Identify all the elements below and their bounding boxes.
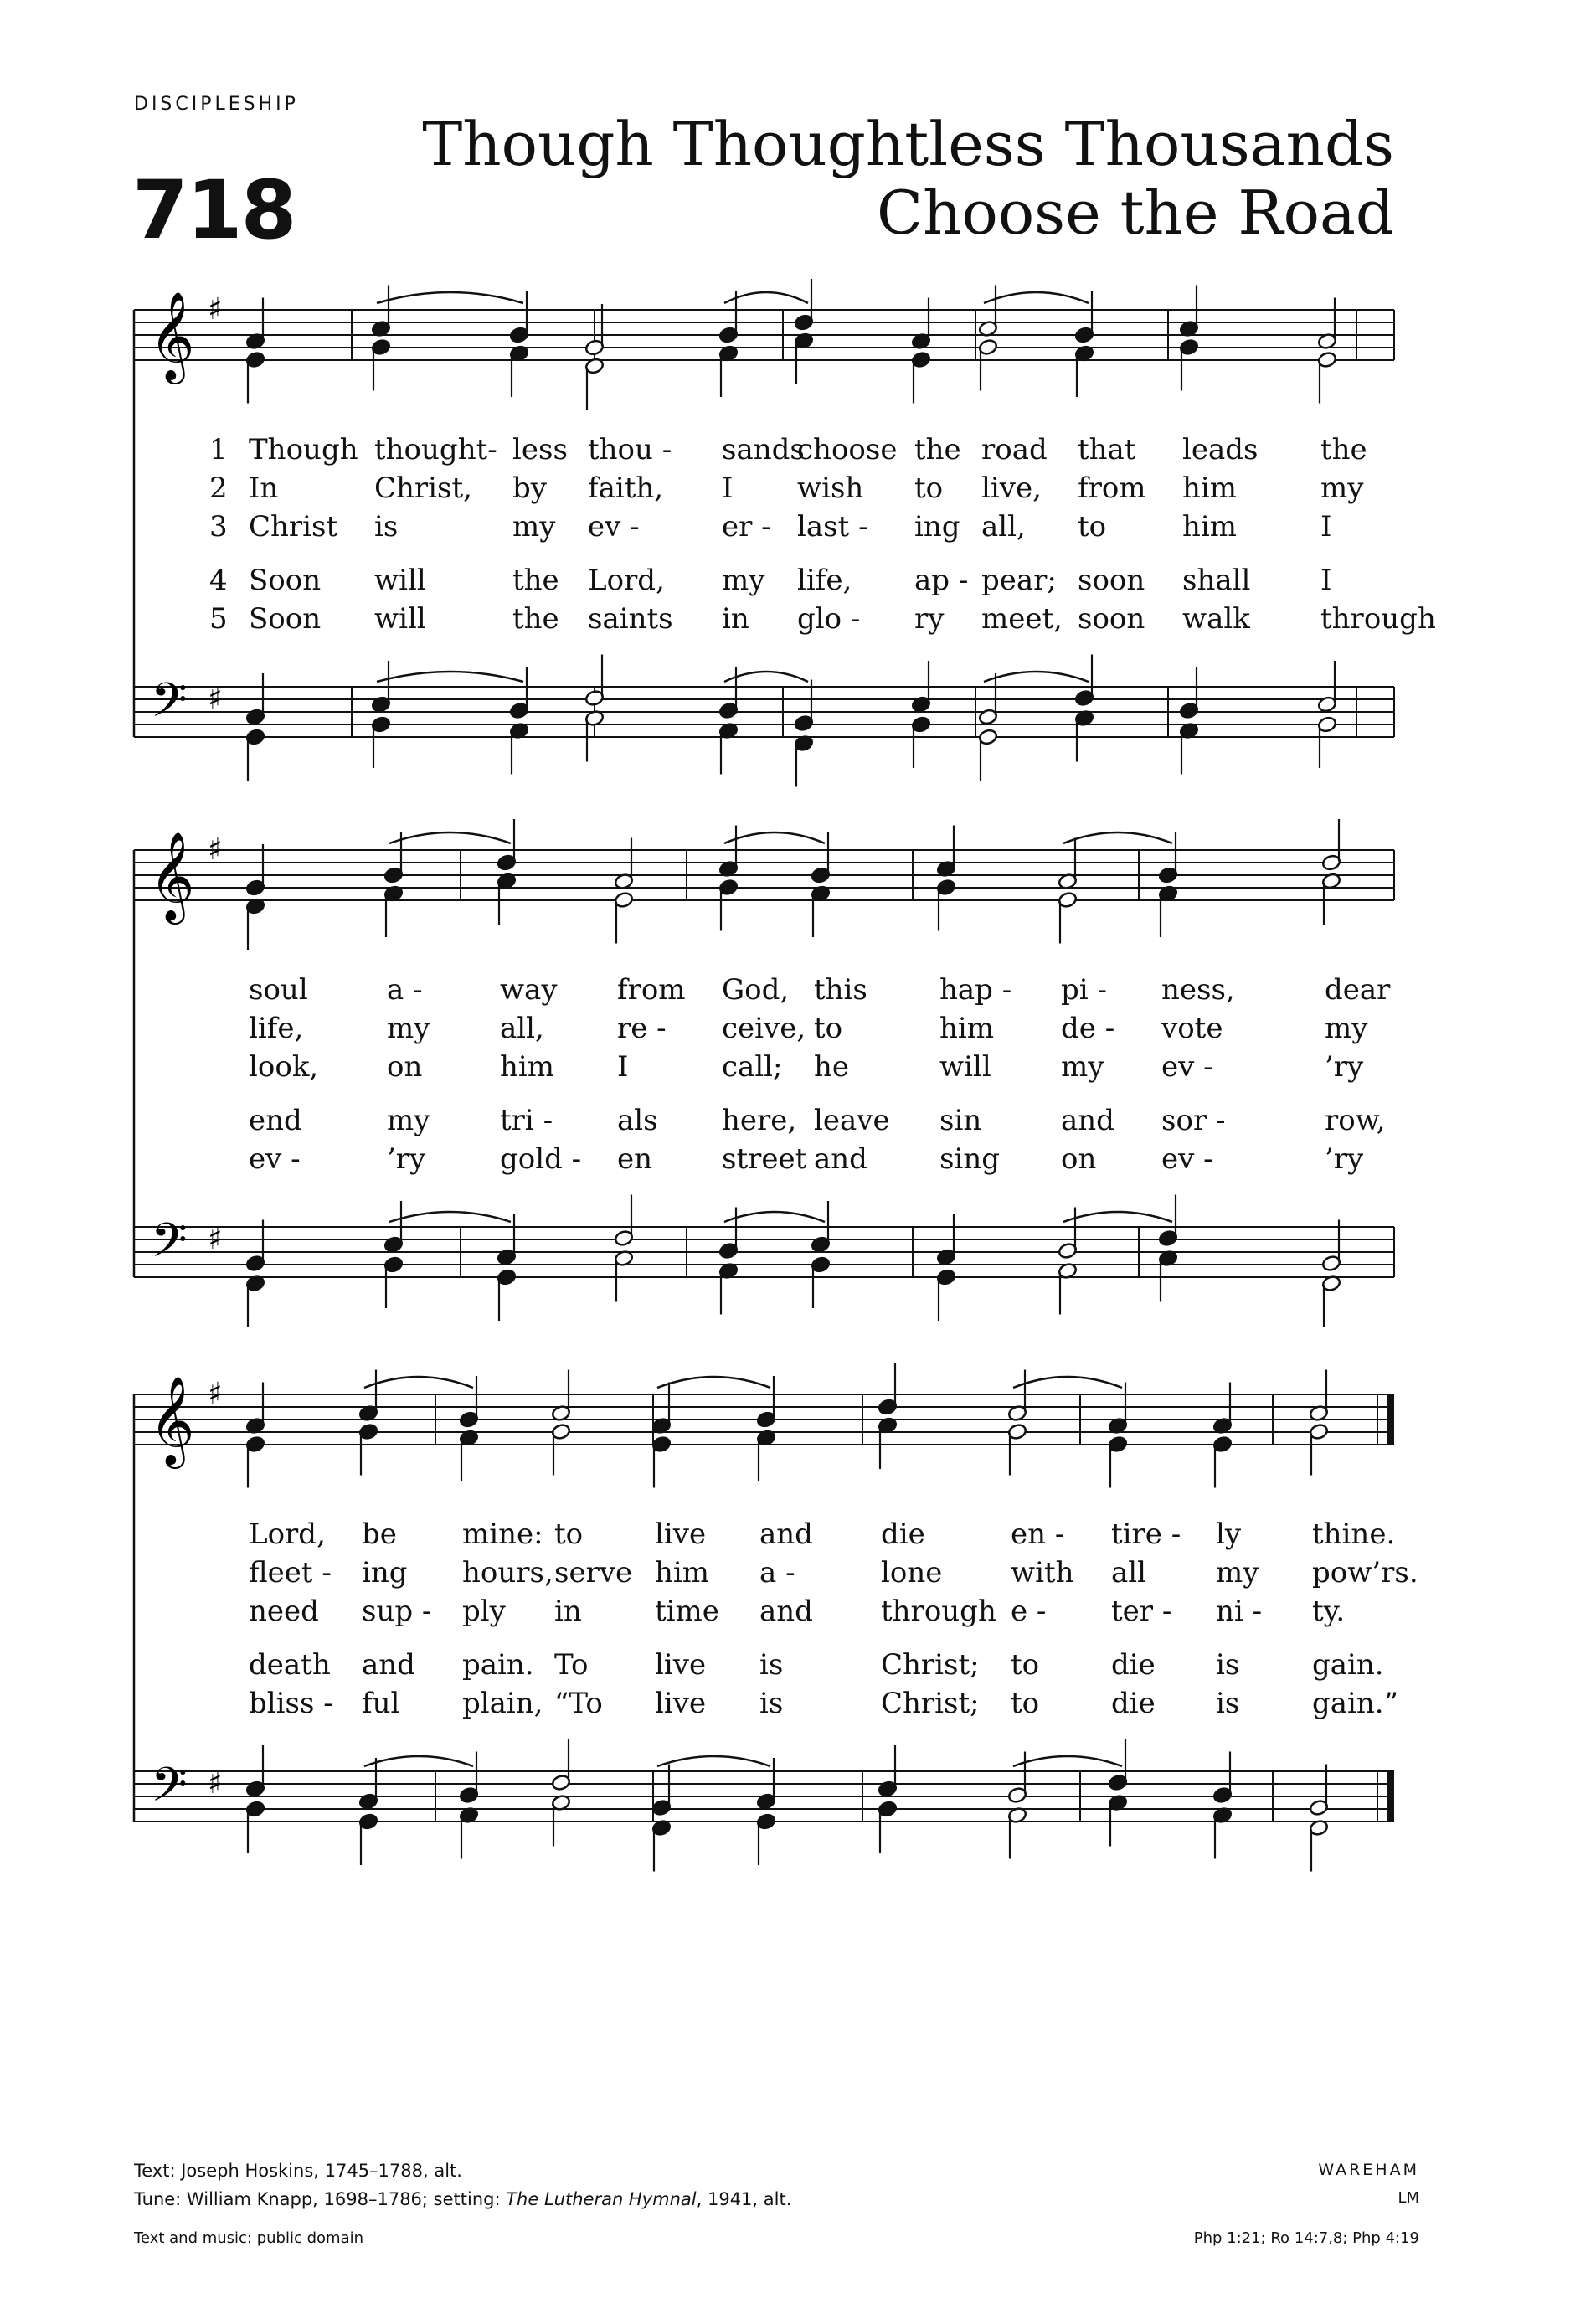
lyric-syllable: ing <box>362 1556 408 1590</box>
hymn-number: 718 <box>132 163 296 257</box>
lyric-syllable: life, <box>797 564 852 597</box>
lyric-syllable: gold - <box>500 1142 582 1176</box>
lyric-syllable: to <box>814 1012 843 1045</box>
lyric-syllable: this <box>814 973 867 1007</box>
lyric-syllable: ter - <box>1111 1595 1172 1628</box>
lyric-syllable: street <box>722 1142 807 1176</box>
lyric-syllable: ry <box>914 602 945 636</box>
lyric-syllable: my <box>1320 471 1364 505</box>
slur <box>389 832 511 843</box>
lyric-syllable: and <box>759 1595 813 1628</box>
lyric-syllable: be <box>362 1518 397 1551</box>
key-signature-sharp-icon: ♯ <box>208 682 223 716</box>
lyric-syllable: ni - <box>1216 1595 1263 1628</box>
lyric-syllable: through <box>1320 602 1436 636</box>
lyric-syllable: look, <box>249 1050 319 1084</box>
treble-staff <box>134 850 1394 900</box>
lyric-syllable: soon <box>1078 602 1145 636</box>
lyric-syllable: way <box>500 973 558 1007</box>
hymn-title-line2: Choose the Road <box>877 178 1394 248</box>
lyric-syllable: sup - <box>362 1595 432 1628</box>
lyric-syllable: my <box>387 1012 430 1045</box>
lyric-syllable: is <box>374 510 399 544</box>
verse-number: 5 <box>209 602 228 636</box>
lyric-syllable: Lord, <box>249 1518 326 1551</box>
lyric-syllable: leads <box>1182 433 1259 466</box>
lyric-syllable: meet, <box>981 602 1063 636</box>
lyric-syllable: Christ; <box>881 1648 980 1682</box>
lyric-syllable: die <box>1111 1687 1156 1720</box>
lyric-syllable: sin <box>939 1104 982 1137</box>
lyric-syllable: thou - <box>588 433 672 466</box>
lyric-syllable: ’ry <box>387 1142 426 1176</box>
slur <box>724 1212 825 1222</box>
lyric-syllable: my <box>722 564 765 597</box>
lyric-syllable: from <box>617 973 686 1007</box>
lyric-syllable: plain, <box>462 1687 543 1720</box>
lyric-syllable: him <box>1182 510 1238 544</box>
lyric-syllable: I <box>722 471 734 505</box>
lyric-syllable: is <box>759 1687 784 1720</box>
lyric-syllable: sands <box>722 433 805 466</box>
lyric-syllable: from <box>1078 471 1146 505</box>
bass-clef-icon: 𝄢 <box>151 1214 188 1280</box>
lyric-syllable: soon <box>1078 564 1145 597</box>
lyric-syllable: ly <box>1216 1518 1242 1551</box>
final-barline <box>1387 1394 1394 1445</box>
copyright-note: Text and music: public domain <box>134 2229 364 2247</box>
lyric-syllable: die <box>1111 1648 1156 1682</box>
lyric-syllable: Christ; <box>881 1687 980 1720</box>
lyric-syllable: pow’rs. <box>1312 1556 1418 1590</box>
lyric-syllable: choose <box>797 433 898 466</box>
lyric-syllable: all <box>1111 1556 1147 1590</box>
lyric-syllable: shall <box>1182 564 1251 597</box>
lyric-syllable: ply <box>462 1595 506 1628</box>
lyric-syllable: ev - <box>1161 1142 1213 1176</box>
note-group <box>245 279 1337 787</box>
lyric-syllable: serve <box>554 1556 633 1590</box>
lyric-syllable: Christ <box>249 510 338 544</box>
key-signature-sharp-icon: ♯ <box>208 1222 223 1256</box>
lyric-syllable: the <box>1320 433 1367 466</box>
lyric-syllable: ev - <box>249 1142 301 1176</box>
lyric-syllable: In <box>249 471 279 505</box>
lyric-syllable: him <box>1182 471 1238 505</box>
lyric-syllable: ev - <box>588 510 640 544</box>
lyric-syllable: ’ry <box>1325 1142 1364 1176</box>
slur <box>657 1756 770 1766</box>
key-signature-sharp-icon: ♯ <box>208 1377 223 1411</box>
lyric-syllable: on <box>387 1050 423 1084</box>
lyric-syllable: and <box>814 1142 867 1176</box>
lyric-syllable: life, <box>249 1012 304 1045</box>
lyric-syllable: to <box>1011 1687 1040 1720</box>
lyric-syllable: tri - <box>500 1104 553 1137</box>
lyric-syllable: to <box>914 471 944 505</box>
tune-credit-source: The Lutheran Hymnal <box>506 2189 697 2209</box>
lyric-syllable: road <box>981 433 1048 466</box>
slur <box>1013 1756 1122 1766</box>
lyric-syllable: tire - <box>1111 1518 1181 1551</box>
lyric-syllable: the <box>512 564 559 597</box>
lyric-syllable: my <box>1061 1050 1104 1084</box>
lyric-syllable: “To <box>554 1687 603 1720</box>
lyric-syllable: sing <box>939 1142 1000 1176</box>
lyric-syllable: mine: <box>462 1518 543 1551</box>
lyric-syllable: will <box>374 602 426 636</box>
treble-staff <box>134 310 1394 360</box>
slur <box>984 672 1089 682</box>
lyric-syllable: that <box>1078 433 1136 466</box>
lyric-syllable: him <box>655 1556 710 1590</box>
slur <box>724 832 825 843</box>
lyric-syllable: ap - <box>914 564 969 597</box>
slur <box>1013 1377 1122 1388</box>
lyric-syllable: the <box>512 602 559 636</box>
lyric-syllable: re - <box>617 1012 667 1045</box>
lyric-syllable: less <box>512 433 568 466</box>
lyric-syllable: vote <box>1161 1012 1223 1045</box>
lyric-syllable: gain.” <box>1312 1687 1398 1720</box>
tune-name: WAREHAM <box>1318 2161 1419 2179</box>
lyric-syllable: e - <box>1011 1595 1047 1628</box>
lyric-syllable: the <box>914 433 961 466</box>
lyric-syllable: in <box>722 602 749 636</box>
lyric-syllable: live, <box>981 471 1042 505</box>
lyric-syllable: my <box>512 510 556 544</box>
lyric-syllable: bliss - <box>249 1687 333 1720</box>
lyric-syllable: last - <box>797 510 868 544</box>
lyric-syllable: To <box>554 1648 589 1682</box>
lyric-syllable: all, <box>981 510 1026 544</box>
lyric-syllable: I <box>1320 510 1332 544</box>
lyric-syllable: on <box>1061 1142 1097 1176</box>
lyric-syllable: ceive, <box>722 1012 806 1045</box>
lyric-syllable: by <box>512 471 547 505</box>
slur <box>1063 1212 1172 1222</box>
key-signature-sharp-icon: ♯ <box>208 292 223 327</box>
lyric-syllable: him <box>500 1050 555 1084</box>
verse-number: 1 <box>209 433 228 466</box>
lyric-syllable: dear <box>1325 973 1391 1007</box>
lyric-syllable: here, <box>722 1104 797 1137</box>
lyric-syllable: live <box>655 1687 707 1720</box>
lyric-syllable: sor - <box>1161 1104 1226 1137</box>
slur <box>389 1212 511 1222</box>
lyric-syllable: pi - <box>1061 973 1107 1007</box>
lyric-syllable: ty. <box>1312 1595 1346 1628</box>
lyric-syllable: ful <box>362 1687 400 1720</box>
lyric-syllable: ev - <box>1161 1050 1213 1084</box>
lyric-syllable: thought- <box>374 433 497 466</box>
treble-clef-icon: 𝄞 <box>149 831 195 920</box>
bass-clef-icon: 𝄢 <box>151 1758 188 1824</box>
lyric-syllable: fleet - <box>249 1556 332 1590</box>
lyric-syllable: end <box>249 1104 302 1137</box>
lyric-syllable: pear; <box>981 564 1057 597</box>
lyric-syllable: all, <box>500 1012 544 1045</box>
lyric-syllable: with <box>1011 1556 1074 1590</box>
lyric-syllable: lone <box>881 1556 943 1590</box>
lyric-syllable: death <box>249 1648 331 1682</box>
lyric-syllable: Soon <box>249 602 322 636</box>
lyric-syllable: call; <box>722 1050 783 1084</box>
scripture-refs: Php 1:21; Ro 14:7,8; Php 4:19 <box>1193 2229 1419 2247</box>
verse-number: 4 <box>209 564 228 597</box>
lyric-syllable: I <box>617 1050 629 1084</box>
slur <box>377 672 523 682</box>
treble-clef-icon: 𝄞 <box>149 291 195 380</box>
tune-credit-prefix: Tune: William Knapp, 1698–1786; setting: <box>134 2189 507 2209</box>
lyric-syllable: als <box>617 1104 658 1137</box>
lyric-syllable: my <box>387 1104 430 1137</box>
lyric-syllable: will <box>374 564 426 597</box>
lyric-syllable: faith, <box>588 471 664 505</box>
lyric-syllable: a - <box>387 973 423 1007</box>
text-credit: Text: Joseph Hoskins, 1745–1788, alt. <box>134 2161 462 2181</box>
lyric-syllable: gain. <box>1312 1648 1384 1682</box>
bass-staff <box>134 1227 1394 1277</box>
lyric-syllable: wish <box>797 471 864 505</box>
lyric-syllable: Though <box>249 433 358 466</box>
lyric-syllable: will <box>939 1050 991 1084</box>
lyric-syllable: row, <box>1325 1104 1386 1137</box>
lyric-syllable: is <box>1216 1687 1240 1720</box>
lyric-syllable: and <box>759 1518 813 1551</box>
lyric-syllable: leave <box>814 1104 890 1137</box>
lyric-syllable: en <box>617 1142 653 1176</box>
lyric-syllable: in <box>554 1595 582 1628</box>
slur <box>984 292 1089 303</box>
lyric-syllable: and <box>1061 1104 1114 1137</box>
section-label: DISCIPLESHIP <box>134 94 299 115</box>
lyric-syllable: hap - <box>939 973 1012 1007</box>
lyric-syllable: glo - <box>797 602 861 636</box>
lyric-syllable: God, <box>722 973 790 1007</box>
lyric-syllable: time <box>655 1595 719 1628</box>
slur <box>377 292 523 303</box>
lyric-syllable: and <box>362 1648 415 1682</box>
lyric-syllable: to <box>1011 1648 1040 1682</box>
lyric-syllable: die <box>881 1518 925 1551</box>
verse-number: 3 <box>209 510 228 544</box>
lyric-syllable: Lord, <box>588 564 665 597</box>
treble-clef-icon: 𝄞 <box>149 1375 195 1465</box>
tune-credit-suffix: , 1941, alt. <box>696 2189 792 2209</box>
lyric-syllable: pain. <box>462 1648 534 1682</box>
slur <box>1063 832 1172 843</box>
lyric-syllable: through <box>881 1595 996 1628</box>
lyric-syllable: is <box>759 1648 784 1682</box>
lyric-syllable: he <box>814 1050 850 1084</box>
slur <box>364 1377 473 1388</box>
lyric-syllable: ing <box>914 510 960 544</box>
lyric-syllable: live <box>655 1648 707 1682</box>
tune-credit <box>134 2189 791 2209</box>
lyric-syllable: a - <box>759 1556 795 1590</box>
lyric-syllable: need <box>249 1595 319 1628</box>
lyric-syllable: saints <box>588 602 673 636</box>
slur <box>364 1756 473 1766</box>
lyric-syllable: ’ry <box>1325 1050 1364 1084</box>
bass-clef-icon: 𝄢 <box>151 673 188 739</box>
lyric-syllable: live <box>655 1518 707 1551</box>
lyric-syllable: to <box>1078 510 1107 544</box>
lyric-syllable: soul <box>249 973 308 1007</box>
lyric-syllable: ness, <box>1161 973 1235 1007</box>
lyric-syllable: my <box>1216 1556 1259 1590</box>
lyric-syllable: Soon <box>249 564 322 597</box>
final-barline <box>1387 1771 1394 1822</box>
lyric-syllable: I <box>1320 564 1332 597</box>
lyric-syllable: en - <box>1011 1518 1065 1551</box>
key-signature-sharp-icon: ♯ <box>208 1766 223 1801</box>
meter: LM <box>1398 2189 1419 2207</box>
hymn-title-line1: Though Thoughtless Thousands <box>422 109 1394 179</box>
slur <box>657 1377 770 1388</box>
lyric-syllable: walk <box>1182 602 1250 636</box>
lyric-syllable: thine. <box>1312 1518 1396 1551</box>
lyric-syllable: him <box>939 1012 995 1045</box>
key-signature-sharp-icon: ♯ <box>208 832 223 867</box>
lyric-syllable: hours, <box>462 1556 553 1590</box>
lyric-syllable: my <box>1325 1012 1368 1045</box>
verse-number: 2 <box>209 471 228 505</box>
lyric-syllable: is <box>1216 1648 1240 1682</box>
lyric-syllable: to <box>554 1518 584 1551</box>
lyric-syllable: de - <box>1061 1012 1115 1045</box>
bass-staff <box>134 687 1394 737</box>
lyric-syllable: Christ, <box>374 471 472 505</box>
lyric-syllable: er - <box>722 510 771 544</box>
